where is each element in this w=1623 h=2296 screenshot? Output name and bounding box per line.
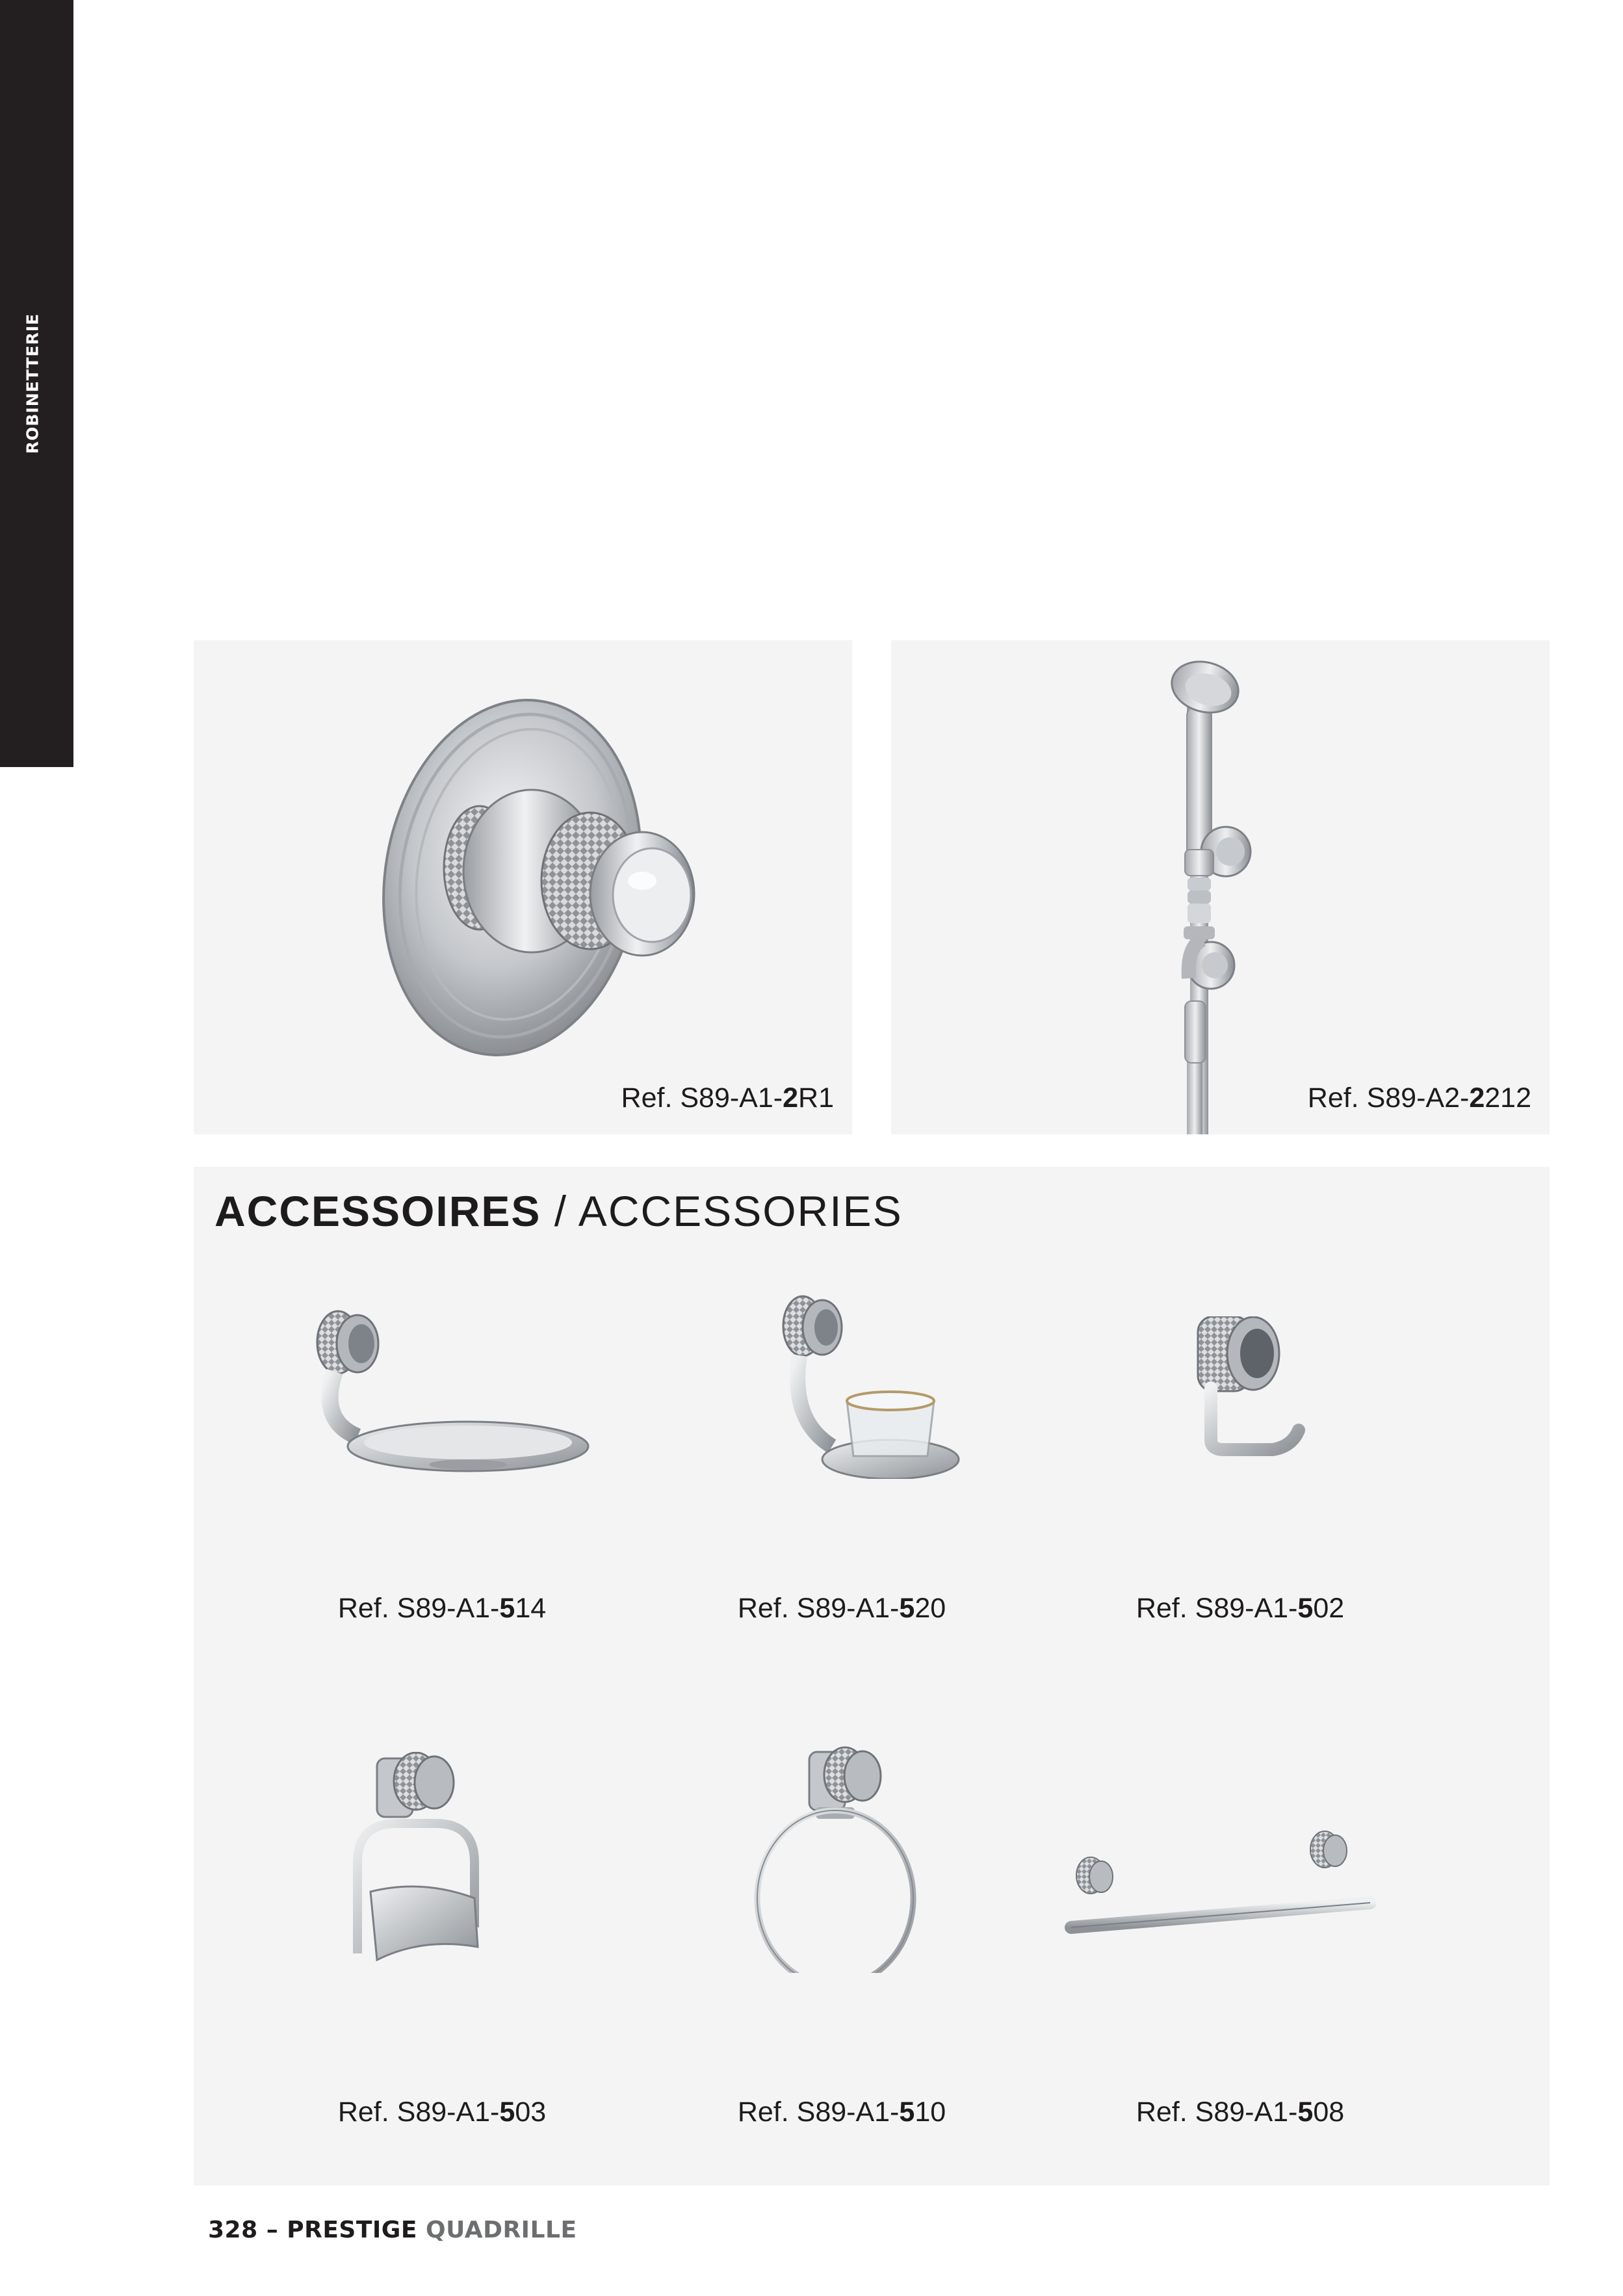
ref-shower-set: Ref. S89-A2-2212 <box>1307 1082 1531 1114</box>
paper-holder-icon <box>260 1752 624 1973</box>
accessory-paper-holder <box>260 1752 624 2128</box>
footer-brand: PRESTIGE <box>287 2217 426 2243</box>
side-tab <box>0 0 73 767</box>
accessories-panel <box>194 1167 1550 2185</box>
product-panel-thermostat <box>194 640 852 1134</box>
accessory-towel-bar <box>1058 1830 1422 2128</box>
footer-collection: QUADRILLE <box>425 2217 577 2243</box>
wall-outlet-icon <box>891 640 1550 1134</box>
accessories-title: ACCESSOIRES / ACCESSORIES <box>214 1187 903 1235</box>
thermostat-valve-icon <box>194 640 852 1134</box>
ref-towel-bar: Ref. S89-A1-508 <box>1136 2096 1345 2128</box>
towel-bar-icon <box>1058 1830 1422 1966</box>
ref-towel-ring: Ref. S89-A1-510 <box>737 2096 946 2128</box>
glass-holder-icon <box>660 1290 1024 1479</box>
page-footer: 328 – PRESTIGE QUADRILLE <box>208 2217 577 2243</box>
accessory-soap-dish <box>260 1303 624 1624</box>
side-tab-label: ROBINETTERIE <box>23 313 42 454</box>
robe-hook-icon <box>1058 1316 1422 1466</box>
ref-glass-holder: Ref. S89-A1-520 <box>737 1593 946 1624</box>
ref-paper-holder: Ref. S89-A1-503 <box>337 2096 547 2128</box>
accessory-robe-hook <box>1058 1316 1422 1624</box>
accessory-towel-ring <box>660 1745 1024 2128</box>
ref-thermostat: Ref. S89-A1-2R1 <box>621 1082 834 1114</box>
product-panel-shower-set <box>891 640 1550 1134</box>
page-number: 328 <box>208 2217 258 2243</box>
ref-robe-hook: Ref. S89-A1-502 <box>1136 1593 1345 1624</box>
accessory-glass-holder <box>660 1290 1024 1624</box>
towel-ring-icon <box>660 1745 1024 1973</box>
ref-soap-dish: Ref. S89-A1-514 <box>337 1593 547 1624</box>
soap-dish-icon <box>260 1303 624 1472</box>
